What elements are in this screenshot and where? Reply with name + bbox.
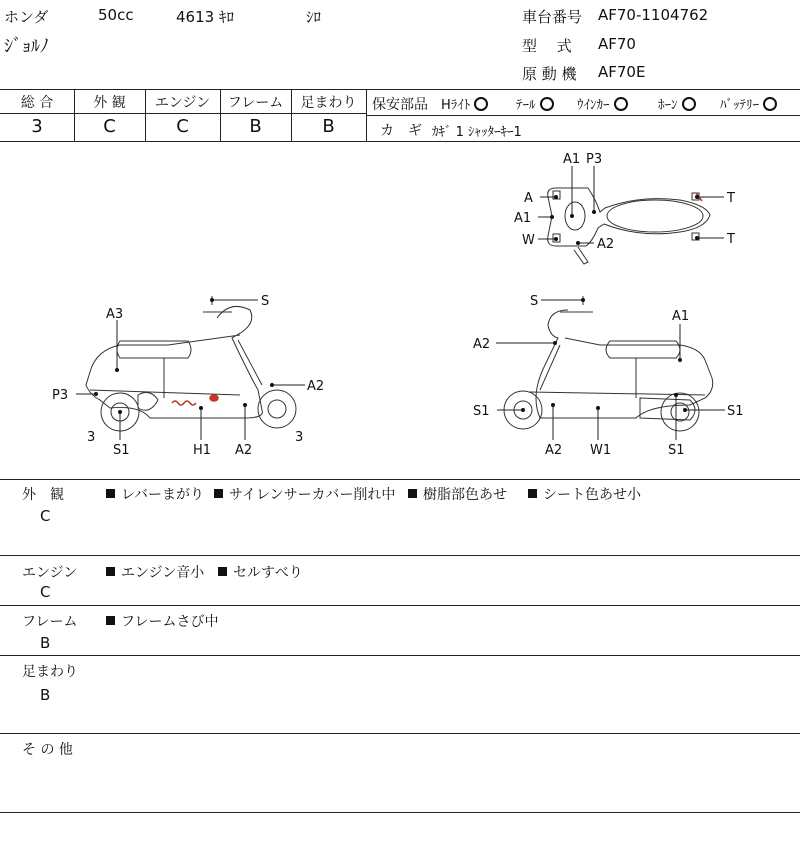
note-grade-exterior: C [40, 507, 51, 525]
label-left-a2-bottom: A2 [235, 443, 253, 458]
bullet-square-icon [218, 567, 227, 576]
key-value: ｶｷﾞ 1 ｼｬｯﾀｰｷｰ1 [432, 125, 522, 140]
label-right-s: S [530, 294, 539, 309]
label-left-3-front: 3 [295, 430, 304, 445]
ok-circle-icon [682, 97, 696, 111]
ok-circle-icon [763, 97, 777, 111]
safety-item-winker: ｳｲﾝｶｰ [577, 94, 628, 113]
bullet-square-icon [106, 616, 115, 625]
safety-item-horn: ﾎｰﾝ [658, 94, 696, 113]
damage-marks [172, 193, 702, 405]
label-left-a2: A2 [307, 379, 325, 394]
note-grade-frame: B [40, 634, 51, 652]
model-name: ｼﾞｮﾙﾉ [4, 36, 49, 57]
label-right-s1-bottom: S1 [668, 443, 685, 458]
label-right-w1: W1 [590, 443, 612, 458]
body-color: ｼﾛ [306, 8, 322, 26]
damage-points [94, 195, 699, 414]
note-item: シート色あせ小 [528, 484, 641, 504]
label-right-a2-bottom: A2 [545, 443, 563, 458]
grade-header-exterior: 外 観 [93, 95, 126, 111]
label-top-a1: A1 [563, 152, 581, 167]
label-right-s1-front: S1 [473, 404, 490, 419]
frame-number-label: 車台番号 [522, 8, 583, 26]
bullet-square-icon [528, 489, 537, 498]
engine-model-label: 原 動 機 [522, 65, 577, 83]
ok-circle-icon [540, 97, 554, 111]
engine-model: AF70E [598, 63, 646, 81]
frame-number: AF70-1104762 [598, 6, 709, 24]
note-title-suspension: 足まわり [22, 664, 78, 680]
ok-circle-icon [474, 97, 488, 111]
label-top-a1-left: A1 [514, 211, 532, 226]
label-top-p3: P3 [586, 152, 603, 167]
label-left-s: S [261, 294, 270, 309]
ok-circle-icon [614, 97, 628, 111]
grade-header-frame: フレーム [227, 95, 284, 111]
label-top-t-lower: T [727, 232, 735, 247]
label-left-s1: S1 [113, 443, 130, 458]
grade-header-suspension: 足まわり [300, 95, 357, 111]
note-grade-engine: C [40, 583, 51, 601]
key-label: カ ギ [380, 123, 422, 139]
note-item: フレームさび中 [106, 611, 218, 631]
label-right-s1-rear: S1 [727, 404, 744, 419]
safety-item-headlight: Hﾗｲﾄ [441, 94, 488, 113]
maker-name: ホンダ [4, 8, 49, 26]
bullet-square-icon [106, 489, 115, 498]
scooter-damage-diagram [0, 142, 800, 482]
note-item: 樹脂部色あせ [408, 484, 507, 504]
displacement: 50cc [98, 6, 134, 24]
label-top-t-upper: T [727, 191, 735, 206]
bullet-square-icon [408, 489, 417, 498]
model-type-label: 型 式 [522, 37, 572, 55]
grade-frame: B [249, 116, 262, 137]
note-item: エンジン音小 [106, 562, 204, 582]
note-title-exterior: 外 観 [22, 487, 64, 503]
label-left-h1: H1 [193, 443, 212, 458]
label-right-a1: A1 [672, 309, 690, 324]
label-top-a: A [524, 191, 533, 206]
grade-suspension: B [322, 116, 335, 137]
model-type: AF70 [598, 35, 636, 53]
note-title-other: そ の 他 [22, 742, 73, 758]
note-title-engine: エンジン [22, 565, 78, 581]
grade-overall: 3 [31, 116, 43, 137]
note-item: レバーまがり [106, 484, 204, 504]
label-top-w: W [522, 233, 535, 248]
bullet-square-icon [106, 567, 115, 576]
label-left-3-rear: 3 [87, 430, 96, 445]
label-left-p3: P3 [52, 388, 69, 403]
note-item: サイレンサーカバー削れ中 [214, 484, 395, 504]
grade-engine: C [176, 116, 189, 137]
bullet-square-icon [214, 489, 223, 498]
note-title-frame: フレーム [22, 614, 78, 630]
grade-exterior: C [103, 116, 116, 137]
grade-header-overall: 総 合 [20, 95, 54, 111]
safety-parts-title: 保安部品 [372, 97, 428, 113]
leader-lines [76, 166, 725, 440]
label-top-a2: A2 [597, 237, 615, 252]
safety-item-battery: ﾊﾞｯﾃﾘｰ [720, 94, 777, 113]
mileage: 4613 ｷﾛ [176, 8, 234, 26]
note-item: セルすべり [218, 562, 303, 582]
grade-header-engine: エンジン [154, 95, 211, 111]
safety-item-taillight: ﾃｰﾙ [516, 94, 554, 113]
label-right-a2: A2 [473, 337, 491, 352]
note-grade-suspension: B [40, 686, 51, 704]
label-left-a3: A3 [106, 307, 124, 322]
